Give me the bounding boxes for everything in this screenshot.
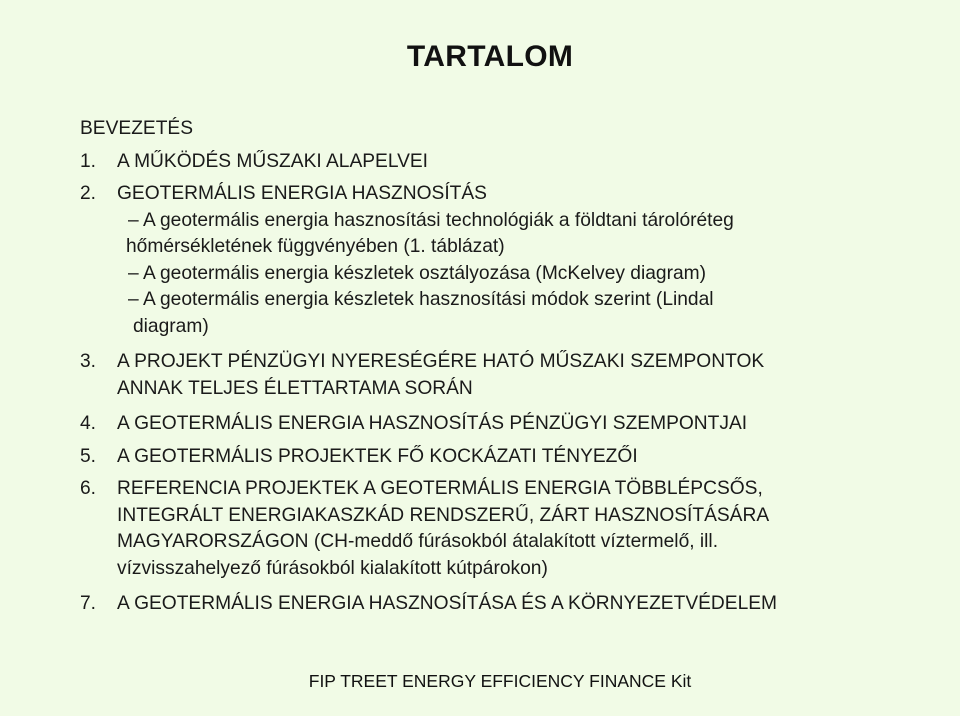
toc-item-number: 3. — [80, 351, 97, 372]
toc-item-text-line: REFERENCIA PROJEKTEK A GEOTERMÁLIS ENERGIA TÖBBLÉPCSŐS, — [117, 478, 763, 499]
toc-item-number: 2. — [80, 183, 97, 204]
toc-item-5 — [80, 444, 940, 471]
toc-item-text: A GEOTERMÁLIS PROJEKTEK FŐ KOCKÁZATI TÉNYEZŐI — [117, 445, 638, 467]
toc-subitem-line: – A geotermális energia hasznosítási technológiák a földtani tárolóréteg — [128, 209, 734, 231]
toc-item-text-line: ANNAK TELJES ÉLETTARTAMA SORÁN — [117, 377, 473, 399]
toc-subitem-line: – A geotermális energia készletek hasznosítási módok szerint (Lindal — [128, 289, 714, 310]
toc-item-text: GEOTERMÁLIS ENERGIA HASZNOSÍTÁS — [117, 183, 487, 204]
toc-item-6 — [80, 476, 940, 582]
toc-item-text: A GEOTERMÁLIS ENERGIA HASZNOSÍTÁSA ÉS A KÖRNYEZETVÉDELEM — [117, 593, 778, 614]
toc-item-text-line: MAGYARORSZÁGON (CH-meddő fúrásokból átalakított víztermelő, ill. — [117, 531, 719, 552]
toc-subitem-line: diagram) — [133, 315, 209, 337]
toc-item-number: 6. — [80, 478, 97, 499]
toc-subitem — [128, 261, 940, 288]
toc-item-number: 5. — [80, 445, 97, 467]
toc-item-text-line: A PROJEKT PÉNZÜGYI NYERESÉGÉRE HATÓ MŰSZAKI SZEMPONTOK — [117, 351, 765, 372]
toc-subitem — [128, 208, 940, 261]
toc-item-number: 4. — [80, 413, 97, 434]
toc-item-1 — [80, 149, 940, 176]
toc-item-text-line: INTEGRÁLT ENERGIAKASZKÁD RENDSZERŰ, ZÁRT HASZNOSÍTÁSÁRA — [117, 504, 770, 526]
toc-item-text-line: vízvisszahelyező fúrásokból kialakított kútpárokon) — [117, 557, 548, 579]
toc-item-number: 1. — [80, 150, 97, 172]
toc-item-2 — [80, 181, 940, 208]
toc-item-3 — [80, 349, 940, 402]
slide-footer: FIP TREET ENERGY EFFICIENCY FINANCE Kit — [308, 671, 692, 691]
toc-subitem-line: hőmérsékletének függvényében (1. táblázat) — [126, 236, 505, 257]
toc-subitem — [128, 287, 940, 340]
slide-title: TARTALOM — [406, 40, 574, 73]
toc-item-text: A GEOTERMÁLIS ENERGIA HASZNOSÍTÁS PÉNZÜGYI SZEMPONTJAI — [117, 413, 748, 434]
toc-subitem-line: – A geotermális energia készletek osztályozása (McKelvey diagram) — [128, 262, 707, 284]
toc-item-7 — [80, 591, 940, 618]
toc-intro: BEVEZETÉS — [80, 118, 194, 139]
table-of-contents — [80, 116, 940, 618]
toc-item-text: A MŰKÖDÉS MŰSZAKI ALAPELVEI — [117, 150, 429, 172]
toc-item-number: 7. — [80, 593, 97, 614]
toc-item-4 — [80, 411, 940, 438]
